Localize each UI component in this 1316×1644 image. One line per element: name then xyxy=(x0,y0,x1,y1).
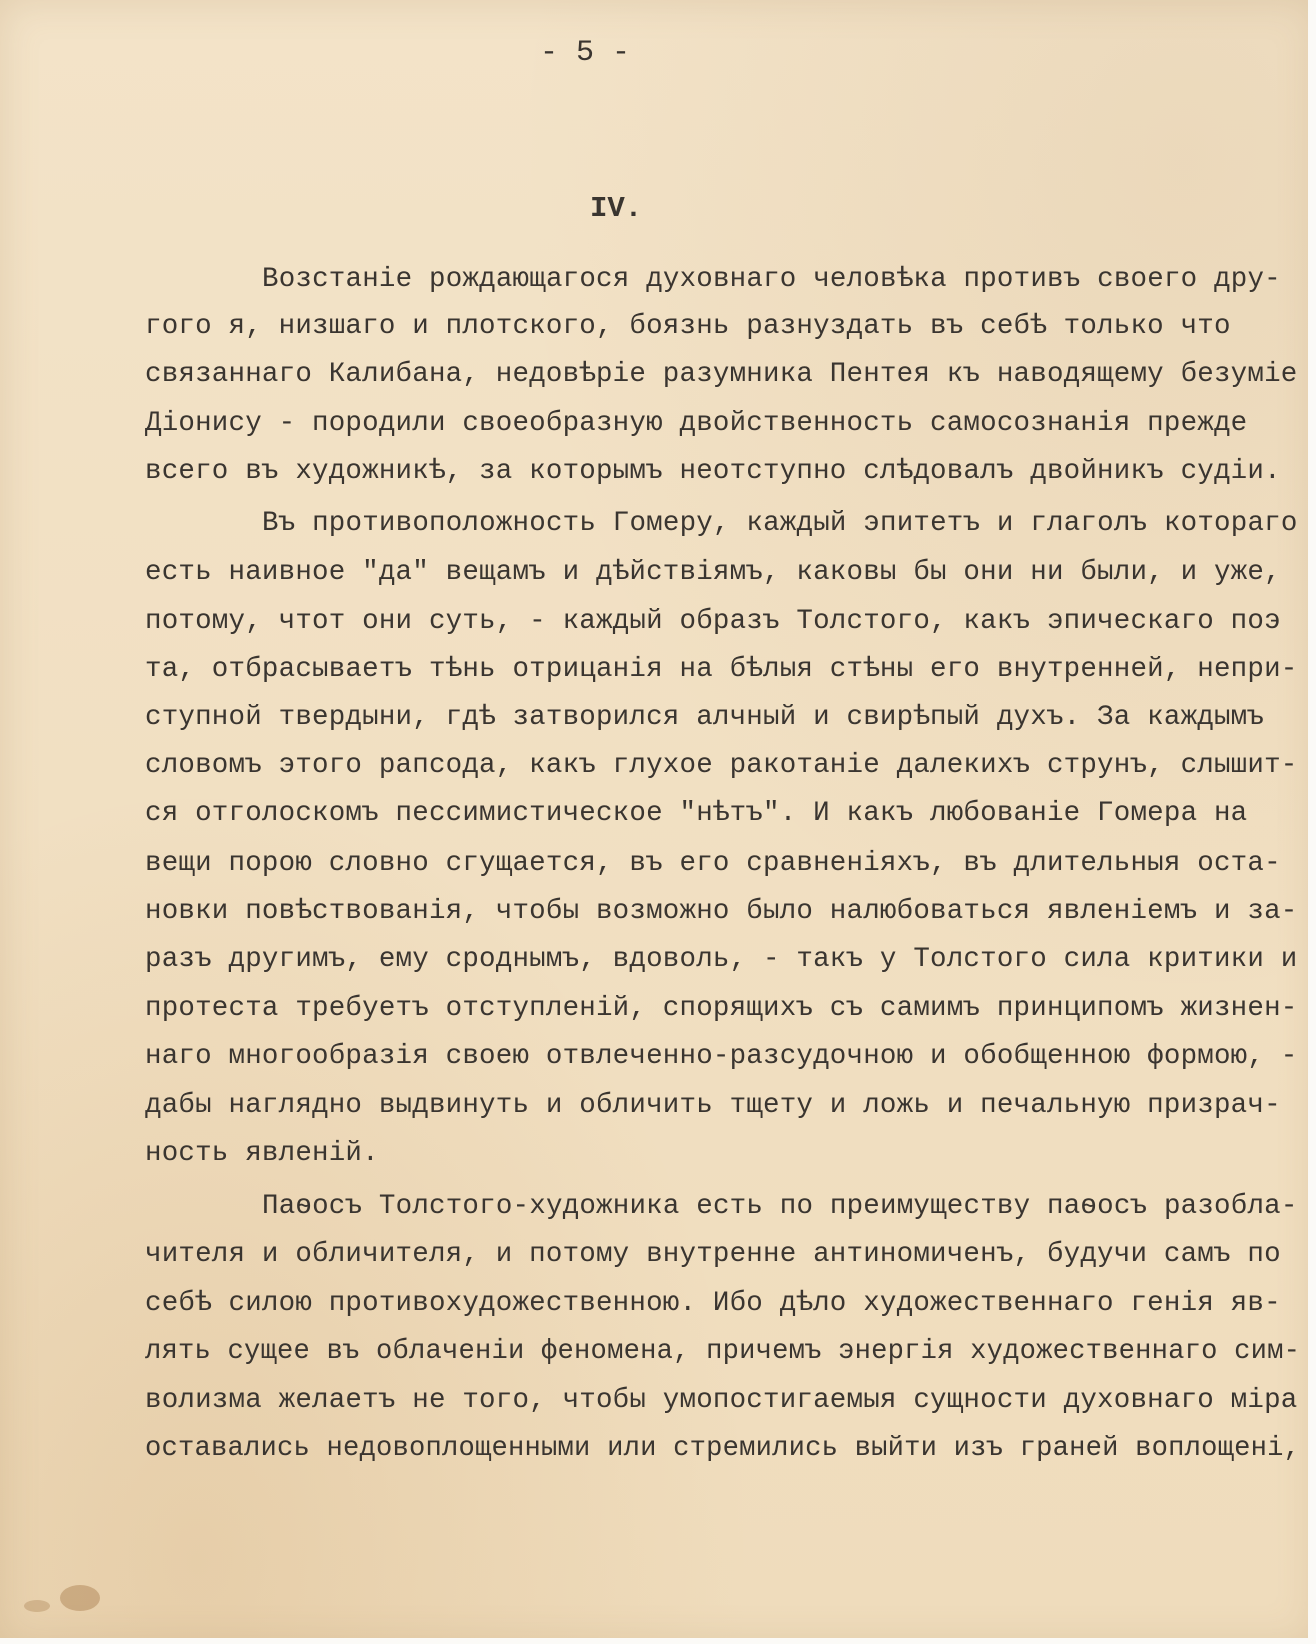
text-line: Въ противоположность Гомеру, каждый эпитетъ и глаголъ котораго xyxy=(262,508,1298,539)
text-line: лять сущее въ облаченіи феномена, причемъ энергія художественнаго сим- xyxy=(145,1336,1301,1367)
text-line: Возстаніе рождающагося духовнаго человѣка противъ своего дру- xyxy=(262,264,1281,295)
section-heading: IV. xyxy=(590,192,643,225)
text-line: наго многообразія своею отвлеченно-разсудочною и обобщенною формою, - xyxy=(145,1041,1298,1072)
text-line: та, отбрасываетъ тѣнь отрицанія на бѣлыя стѣны его внутренней, непри- xyxy=(145,654,1298,685)
text-line: Паѳосъ Толстого-художника есть по преимуществу паѳосъ разобла- xyxy=(262,1191,1298,1222)
paper-stain xyxy=(24,1600,50,1612)
text-line: потому, чтот они суть, - каждый образъ Толстого, какъ эпическаго поэ xyxy=(145,606,1281,637)
page-edge-bottom xyxy=(0,1638,1316,1644)
text-line: оставались недовоплощенными или стремились выйти изъ граней воплощені, xyxy=(145,1433,1301,1464)
text-line: связаннаго Калибана, недовѣріе разумника Пентея къ наводящему безуміе xyxy=(145,359,1298,390)
text-line: себѣ силою противохудожественною. Ибо дѣло художественнаго генія яв- xyxy=(145,1288,1281,1319)
text-line: ность явленій. xyxy=(145,1138,379,1169)
text-line: есть наивное "да" вещамъ и дѣйствіямъ, каковы бы они ни были, и уже, xyxy=(145,557,1281,588)
text-line: волизма желаетъ не того, чтобы умопостигаемыя сущности духовнаго міра xyxy=(145,1385,1298,1416)
text-line: новки повѣствованія, чтобы возможно было налюбоваться явленіемъ и за- xyxy=(145,896,1298,927)
text-line: дабы наглядно выдвинуть и обличить тщету и ложь и печальную призрач- xyxy=(145,1090,1281,1121)
paper-stain xyxy=(60,1585,100,1611)
text-line: Діонису - породили своеобразную двойственность самосознанія прежде xyxy=(145,408,1248,439)
text-line: всего въ художникѣ, за которымъ неотступно слѣдовалъ двойникъ судіи. xyxy=(145,456,1281,487)
text-line: разъ другимъ, ему сроднымъ, вдоволь, - такъ у Толстого сила критики и xyxy=(145,944,1298,975)
page-edge-right xyxy=(1308,0,1316,1644)
text-line: ся отголоскомъ пессимистическое "нѣтъ". И какъ любованіе Гомера на xyxy=(145,798,1248,829)
text-line: ступной твердыни, гдѣ затворился алчный и свирѣпый духъ. За каждымъ xyxy=(145,702,1265,733)
text-line: гого я, низшаго и плотского, боязнь разнуздать въ себѣ только что xyxy=(145,311,1231,342)
text-line: словомъ этого рапсода, какъ глухое ракотаніе далекихъ струнъ, слышит- xyxy=(145,750,1298,781)
page-number: - 5 - xyxy=(540,36,631,70)
text-line: протеста требуетъ отступленій, спорящихъ съ самимъ принципомъ жизнен- xyxy=(145,993,1298,1024)
text-line: чителя и обличителя, и потому внутренне антиномиченъ, будучи самъ по xyxy=(145,1239,1281,1270)
text-line: вещи порою словно сгущается, въ его сравненіяхъ, въ длительныя оста- xyxy=(145,848,1281,879)
